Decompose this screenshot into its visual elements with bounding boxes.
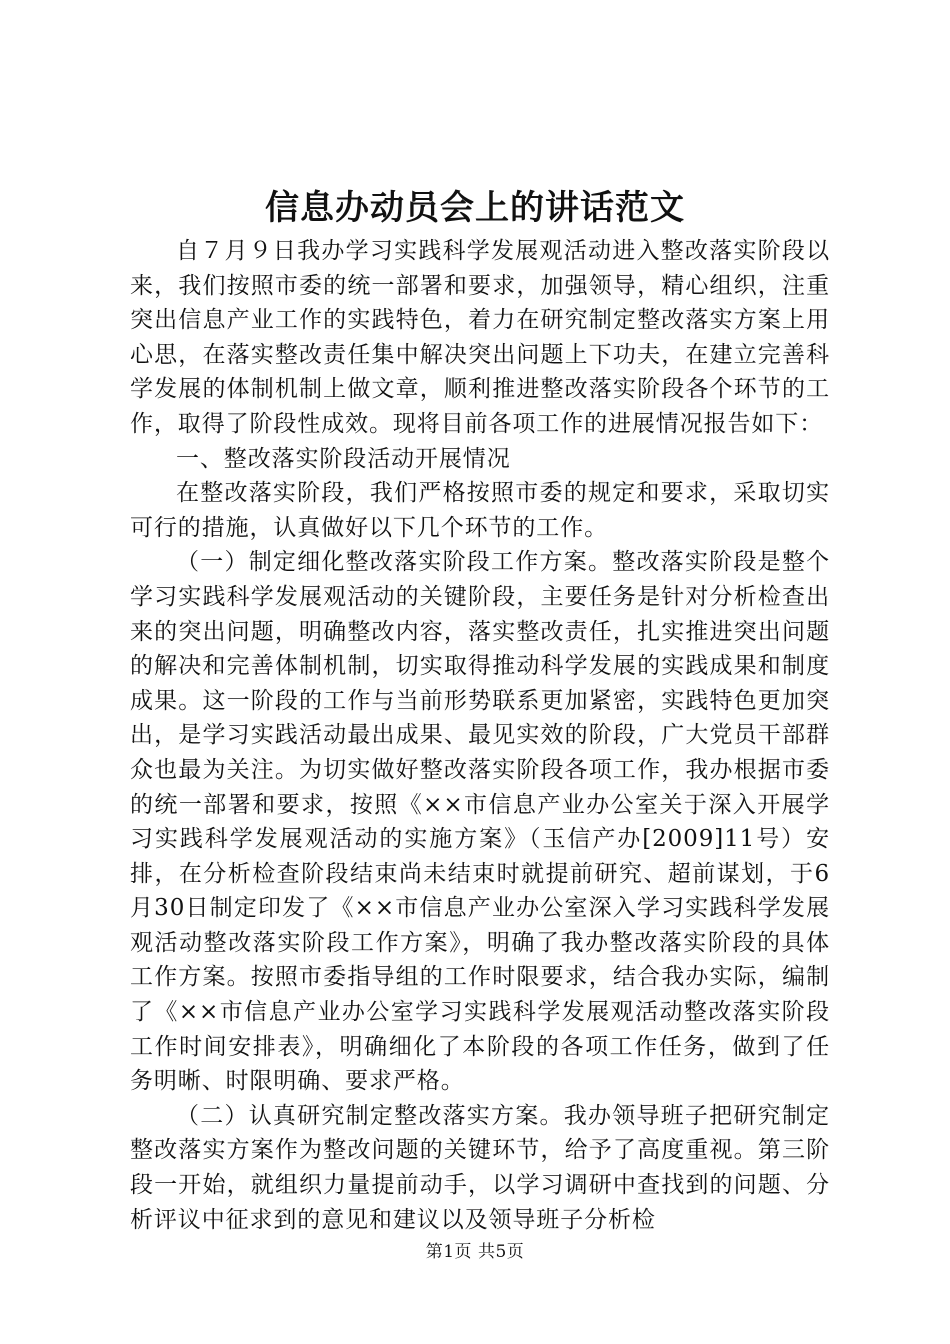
paragraph-section-1-intro: 在整改落实阶段，我们严格按照市委的规定和要求，采取切实可行的措施，认真做好以下几个环节的工作。	[130, 480, 830, 541]
paragraph-item-1: （一）制定细化整改落实阶段工作方案。整改落实阶段是整个学习实践科学发展观活动的关键阶段，主要任务是针对分析检查出来的突出问题，明确整改内容，落实整改责任，扎实推进突出问题的解决和完善体制机制，切实取得推动科学发展的实践成果和制度成果。这一阶段的工作与当前形势联系更加紧密，实践特色更加突出，是学习实践活动最出成果、最见实效的阶段，广大党员干部群众也最为关注。为切实做好整改落实阶段各项工作，我办根据市委的统一部署和要求，按照《××市信息产业办公室关于深入开展学习实践科学发展观活动的实施方案》（玉信产办[2009]11号）安排，在分析检查阶段结束尚未结束时就提前研究、超前谋划，于6月30日制定印发了《××市信息产业办公室深入学习实践科学发展观活动整改落实阶段工作方案》，明确了我办整改落实阶段的具体工作方案。按照市委指导组的工作时限要求，结合我办实际，编制了《××市信息产业办公室学习实践科学发展观活动整改落实阶段工作时间安排表》，明确细化了本阶段的各项工作任务，做到了任务明晰、时限明确、要求严格。	[130, 549, 830, 1095]
paragraph-item-2: （二）认真研究制定整改落实方案。我办领导班子把研究制定整改落实方案作为整改问题的关键环节，给予了高度重视。第三阶段一开始，就组织力量提前动手，以学习调研中查找到的问题、分析评议中征求到的意见和建议以及领导班子分析检	[130, 1102, 830, 1233]
paragraph-intro: 自７月９日我办学习实践科学发展观活动进入整改落实阶段以来，我们按照市委的统一部署和要求，加强领导，精心组织，注重突出信息产业工作的实践特色，着力在研究制定整改落实方案上用心思，在落实整改责任集中解决突出问题上下功夫，在建立完善科学发展的体制机制上做文章，顺利推进整改落实阶段各个环节的工作，取得了阶段性成效。现将目前各项工作的进展情况报告如下：	[130, 238, 830, 437]
document-title: 信息办动员会上的讲话范文	[265, 188, 685, 228]
section-heading-1: 一、整改落实阶段活动开展情况	[176, 445, 511, 472]
page-number-footer: 第1页 共5页	[425, 1242, 525, 1262]
document-body	[130, 234, 830, 1237]
